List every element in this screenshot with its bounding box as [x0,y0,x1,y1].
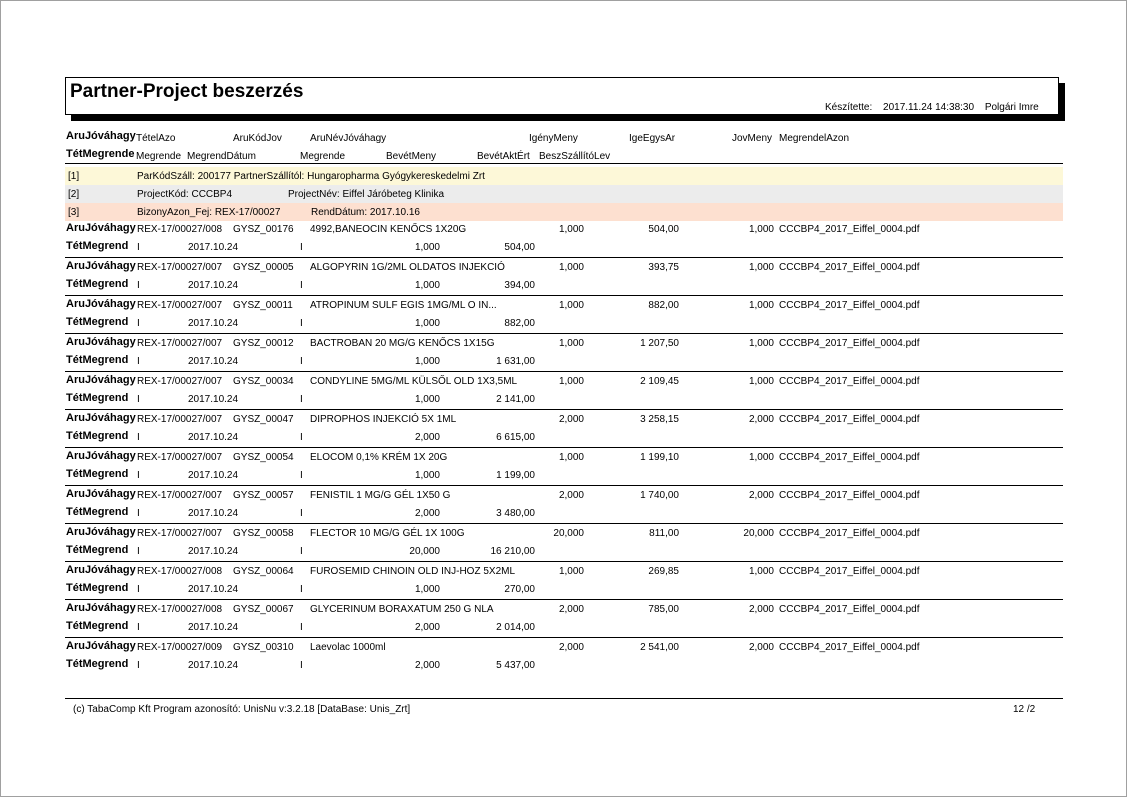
row-bevet-akt-ert: 6 615,00 [496,432,535,443]
row-arunev: CONDYLINE 5MG/ML KÜLSŐL OLD 1X3,5ML [310,376,518,387]
row-label-2: TétMegrend [66,240,129,252]
row-divider [65,561,1063,562]
row-megrendel-azon: CCCBP4_2017_Eiffel_0004.pdf [779,528,920,539]
row-igeny-meny: 1,000 [558,300,584,311]
row-arukod: GYSZ_00005 [233,262,294,273]
group-document-id: BizonyAzon_Fej: REX-17/00027 [137,207,281,218]
row-megrendel-azon: CCCBP4_2017_Eiffel_0004.pdf [779,490,920,501]
row-jov-meny: 2,000 [748,414,774,425]
row-tetel-azo: REX-17/00027/008 [137,224,223,235]
row-jov-meny: 1,000 [748,376,774,387]
row-label-1: AruJóváhagy [66,602,136,614]
row-megrende-1: I [137,622,140,633]
row-label-1: AruJóváhagy [66,450,136,462]
row-divider [65,257,1063,258]
row-megrende-1: I [137,470,140,481]
row-bevet-akt-ert: 882,00 [504,318,535,329]
row-megrende-2: I [300,470,303,481]
row-label-1: AruJóváhagy [66,564,136,576]
row-divider [65,599,1063,600]
row-megrende-2: I [300,622,303,633]
row-arukod: GYSZ_00054 [233,452,294,463]
row-arukod: GYSZ_00047 [233,414,294,425]
row-bevet-akt-ert: 1 631,00 [496,356,535,367]
row-megrende-1: I [137,280,140,291]
row-megrende-2: I [300,508,303,519]
row-label-2: TétMegrend [66,468,129,480]
row-label-2: TétMegrend [66,430,129,442]
row-arukod: GYSZ_00310 [233,642,294,653]
row-ige-egys-ar: 1 740,00 [640,490,679,501]
row-arunev: FUROSEMID CHINOIN OLD INJ-HOZ 5X2ML [310,566,516,577]
row-tetel-azo: REX-17/00027/007 [137,452,223,463]
row-megrend-datum: 2017.10.24 [188,394,239,405]
row-bevet-meny: 1,000 [414,356,440,367]
row-tetel-azo: REX-17/00027/007 [137,338,223,349]
row-megrende-1: I [137,318,140,329]
row-label-2: TétMegrend [66,620,129,632]
row-label-2: TétMegrend [66,544,129,556]
row-arunev: ATROPINUM SULF EGIS 1MG/ML O IN... [310,300,497,311]
group-index: [1] [68,171,80,182]
row-bevet-meny: 2,000 [414,660,440,671]
row-igeny-meny: 2,000 [558,604,584,615]
header-group-label-1: AruJóváhagy [66,130,136,142]
row-megrende-2: I [300,318,303,329]
header-besz-szallito-lev: BeszSzállítóLev [539,151,611,162]
header-igeny-meny: IgényMeny [529,133,578,144]
group-order-date: RendDátum: 2017.10.16 [311,207,420,218]
header-arunev: AruNévJóváhagy [310,133,387,144]
row-ige-egys-ar: 504,00 [648,224,679,235]
made-by: Polgári Imre [984,102,1039,113]
group-index: [2] [68,189,80,200]
row-megrende-1: I [137,584,140,595]
header-bevet-meny: BevétMeny [386,151,437,162]
group-project-code: ProjectKód: CCCBP4 [137,189,233,200]
row-megrendel-azon: CCCBP4_2017_Eiffel_0004.pdf [779,566,920,577]
row-bevet-meny: 2,000 [414,508,440,519]
row-bevet-akt-ert: 5 437,00 [496,660,535,671]
header-bevet-akt-ert: BevétAktÉrt [477,151,530,162]
row-label-1: AruJóváhagy [66,374,136,386]
row-label-1: AruJóváhagy [66,336,136,348]
header-divider [65,163,1063,164]
row-megrende-1: I [137,394,140,405]
row-igeny-meny: 1,000 [558,452,584,463]
row-divider [65,523,1063,524]
row-megrend-datum: 2017.10.24 [188,546,239,557]
row-jov-meny: 20,000 [743,528,774,539]
row-label-2: TétMegrend [66,278,129,290]
row-label-1: AruJóváhagy [66,488,136,500]
header-megrend-datum: MegrendDátum [187,151,256,162]
row-megrend-datum: 2017.10.24 [188,660,239,671]
row-ige-egys-ar: 785,00 [648,604,679,615]
row-ige-egys-ar: 1 207,50 [640,338,679,349]
row-arunev: Laevolac 1000ml [310,642,386,653]
row-igeny-meny: 2,000 [558,414,584,425]
row-tetel-azo: REX-17/00027/007 [137,490,223,501]
row-arukod: GYSZ_00058 [233,528,294,539]
row-arunev: FENISTIL 1 MG/G GÉL 1X50 G [310,490,451,501]
row-divider [65,333,1063,334]
row-megrende-2: I [300,546,303,557]
row-label-1: AruJóváhagy [66,260,136,272]
row-arukod: GYSZ_00176 [233,224,294,235]
row-label-1: AruJóváhagy [66,526,136,538]
row-megrend-datum: 2017.10.24 [188,242,239,253]
row-divider [65,447,1063,448]
row-arukod: GYSZ_00064 [233,566,294,577]
row-label-1: AruJóváhagy [66,640,136,652]
row-label-2: TétMegrend [66,392,129,404]
row-megrende-1: I [137,356,140,367]
made-datetime: 2017.11.24 14:38:30 [883,102,975,113]
row-megrend-datum: 2017.10.24 [188,584,239,595]
header-jov-meny: JovMeny [732,133,773,144]
row-megrendel-azon: CCCBP4_2017_Eiffel_0004.pdf [779,642,920,653]
row-bevet-meny: 1,000 [414,470,440,481]
row-bevet-akt-ert: 16 210,00 [490,546,535,557]
row-megrend-datum: 2017.10.24 [188,508,239,519]
row-megrend-datum: 2017.10.24 [188,318,239,329]
row-divider [65,409,1063,410]
row-label-2: TétMegrend [66,316,129,328]
row-jov-meny: 2,000 [748,604,774,615]
row-jov-meny: 1,000 [748,224,774,235]
row-jov-meny: 1,000 [748,338,774,349]
row-megrende-1: I [137,660,140,671]
row-tetel-azo: REX-17/00027/008 [137,566,223,577]
row-label-1: AruJóváhagy [66,412,136,424]
row-tetel-azo: REX-17/00027/007 [137,262,223,273]
row-jov-meny: 1,000 [748,300,774,311]
group-band-document [65,203,1063,221]
header-group-label-2: TétMegrende [66,148,135,160]
row-divider [65,295,1063,296]
group-index: [3] [68,207,80,218]
row-megrendel-azon: CCCBP4_2017_Eiffel_0004.pdf [779,300,920,311]
row-bevet-akt-ert: 504,00 [504,242,535,253]
row-arunev: ALGOPYRIN 1G/2ML OLDATOS INJEKCIÓ [310,262,505,273]
row-igeny-meny: 20,000 [553,528,584,539]
footer-page-number: 12 /2 [1013,704,1036,715]
row-label-2: TétMegrend [66,582,129,594]
row-bevet-meny: 1,000 [414,242,440,253]
row-igeny-meny: 2,000 [558,490,584,501]
row-bevet-akt-ert: 394,00 [504,280,535,291]
row-igeny-meny: 2,000 [558,642,584,653]
row-megrende-2: I [300,432,303,443]
row-igeny-meny: 1,000 [558,376,584,387]
row-arunev: ELOCOM 0,1% KRÉM 1X 20G [310,452,448,463]
group-partner-text: ParKódSzáll: 200177 PartnerSzállítól: Hungaropharma Gyógykereskedelmi Zrt [137,171,485,182]
row-ige-egys-ar: 882,00 [648,300,679,311]
header-megrendel-azon: MegrendelAzon [779,133,850,144]
row-arukod: GYSZ_00011 [233,300,293,311]
row-tetel-azo: REX-17/00027/007 [137,414,223,425]
row-megrendel-azon: CCCBP4_2017_Eiffel_0004.pdf [779,262,920,273]
row-megrendel-azon: CCCBP4_2017_Eiffel_0004.pdf [779,452,920,463]
row-megrendel-azon: CCCBP4_2017_Eiffel_0004.pdf [779,224,920,235]
row-jov-meny: 1,000 [748,262,774,273]
row-bevet-meny: 2,000 [414,622,440,633]
row-label-1: AruJóváhagy [66,298,136,310]
row-megrend-datum: 2017.10.24 [188,432,239,443]
row-megrende-2: I [300,660,303,671]
row-megrende-1: I [137,242,140,253]
footer-copyright: (c) TabaComp Kft Program azonosító: UnisNu v:3.2.18 [DataBase: Unis_Zrt] [73,704,411,715]
row-megrende-2: I [300,242,303,253]
row-arunev: BACTROBAN 20 MG/G KENŐCS 1X15G [310,338,495,349]
group-band-project [65,185,1063,203]
row-arunev: GLYCERINUM BORAXATUM 250 G NLA [310,604,494,615]
row-divider [65,371,1063,372]
row-bevet-meny: 1,000 [414,584,440,595]
row-igeny-meny: 1,000 [558,262,584,273]
row-bevet-meny: 1,000 [414,394,440,405]
row-ige-egys-ar: 393,75 [648,262,679,273]
row-arukod: GYSZ_00012 [233,338,294,349]
header-ige-egys-ar: IgeEgysAr [629,133,676,144]
row-megrende-2: I [300,394,303,405]
row-jov-meny: 2,000 [748,490,774,501]
row-label-1: AruJóváhagy [66,222,136,234]
row-megrend-datum: 2017.10.24 [188,356,239,367]
row-megrende-1: I [137,508,140,519]
row-tetel-azo: REX-17/00027/007 [137,528,223,539]
row-tetel-azo: REX-17/00027/007 [137,376,223,387]
row-label-2: TétMegrend [66,658,129,670]
row-bevet-akt-ert: 3 480,00 [496,508,535,519]
row-megrend-datum: 2017.10.24 [188,280,239,291]
row-label-2: TétMegrend [66,354,129,366]
row-jov-meny: 2,000 [748,642,774,653]
row-megrendel-azon: CCCBP4_2017_Eiffel_0004.pdf [779,338,920,349]
row-ige-egys-ar: 2 541,00 [640,642,679,653]
report-made-info [825,102,1039,113]
row-ige-egys-ar: 1 199,10 [640,452,679,463]
row-jov-meny: 1,000 [748,452,774,463]
header-arukod: AruKódJov [233,133,282,144]
row-tetel-azo: REX-17/00027/009 [137,642,223,653]
row-arunev: FLECTOR 10 MG/G GÉL 1X 100G [310,528,465,539]
row-arukod: GYSZ_00057 [233,490,294,501]
row-bevet-akt-ert: 1 199,00 [496,470,535,481]
row-megrende-1: I [137,432,140,443]
row-megrendel-azon: CCCBP4_2017_Eiffel_0004.pdf [779,604,920,615]
report-title: Partner-Project beszerzés [70,81,304,102]
row-megrend-datum: 2017.10.24 [188,622,239,633]
group-band-partner [65,167,1063,185]
made-label: Készítette: [825,102,873,113]
row-ige-egys-ar: 3 258,15 [640,414,679,425]
row-tetel-azo: REX-17/00027/007 [137,300,223,311]
row-bevet-meny: 1,000 [414,318,440,329]
row-megrende-2: I [300,280,303,291]
row-arunev: 4992,BANEOCIN KENŐCS 1X20G [310,224,467,235]
row-bevet-meny: 1,000 [414,280,440,291]
row-megrendel-azon: CCCBP4_2017_Eiffel_0004.pdf [779,414,920,425]
row-megrend-datum: 2017.10.24 [188,470,239,481]
row-arukod: GYSZ_00034 [233,376,294,387]
header-megrende-2: Megrende [300,151,346,162]
footer-divider [65,698,1063,699]
report-title-box [65,77,1059,115]
row-ige-egys-ar: 2 109,45 [640,376,679,387]
row-megrendel-azon: CCCBP4_2017_Eiffel_0004.pdf [779,376,920,387]
row-igeny-meny: 1,000 [558,224,584,235]
row-arukod: GYSZ_00067 [233,604,294,615]
row-bevet-meny: 2,000 [414,432,440,443]
row-divider [65,485,1063,486]
row-arunev: DIPROPHOS INJEKCIÓ 5X 1ML [310,414,457,425]
row-megrende-1: I [137,546,140,557]
row-divider [65,637,1063,638]
group-project-name: ProjectNév: Eiffel Járóbeteg Klinika [288,189,445,200]
header-tetel-azo: TételAzo [136,133,176,144]
row-label-2: TétMegrend [66,506,129,518]
row-bevet-akt-ert: 2 141,00 [496,394,535,405]
row-megrende-2: I [300,356,303,367]
row-tetel-azo: REX-17/00027/008 [137,604,223,615]
row-ige-egys-ar: 811,00 [649,528,679,539]
row-igeny-meny: 1,000 [558,338,584,349]
header-megrende-1: Megrende [136,151,182,162]
row-ige-egys-ar: 269,85 [648,566,679,577]
row-jov-meny: 1,000 [748,566,774,577]
row-megrende-2: I [300,584,303,595]
row-bevet-meny: 20,000 [409,546,440,557]
row-bevet-akt-ert: 270,00 [504,584,535,595]
row-igeny-meny: 1,000 [558,566,584,577]
row-bevet-akt-ert: 2 014,00 [496,622,535,633]
